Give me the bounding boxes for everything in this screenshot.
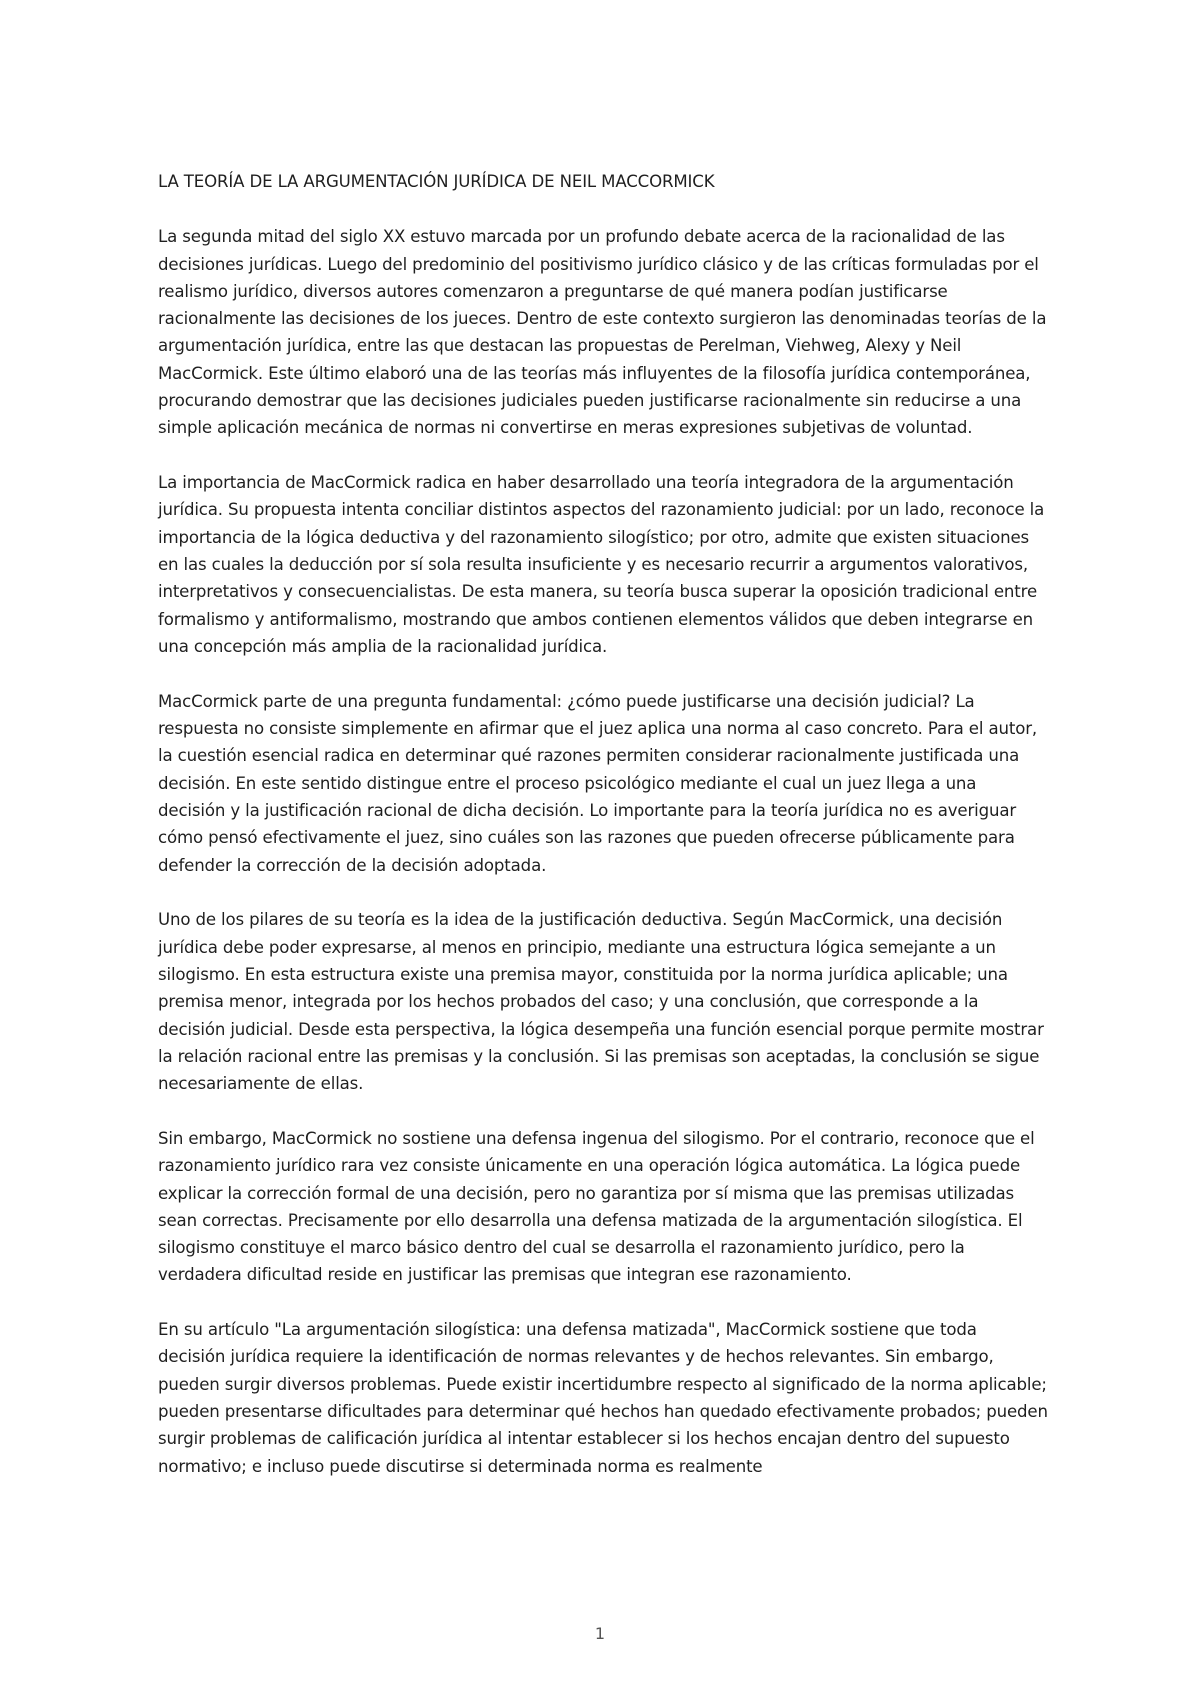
paragraph-1: La segunda mitad del siglo XX estuvo marcada por un profundo debate acerca de la racionalidad de las decisiones jurídicas. Luego del predominio del positivismo jurídico clásico y de las críticas formuladas por el realismo jurídico, diversos autores comenzaron a preguntarse de qué manera podían justificarse racionalmente las decisiones de los jueces. Dentro de este contexto surgieron las denominadas teorías de la argumentación jurídica, entre las que destacan las propuestas de Perelman, Viehweg, Alexy y Neil MacCormick. Este último elaboró una de las teorías más influyentes de la filosofía jurídica contemporánea, procurando demostrar que las decisiones judiciales pueden justificarse racionalmente sin reducirse a una simple aplicación mecánica de normas ni convertirse en meras expresiones subjetivas de voluntad.: [158, 227, 1047, 438]
paragraph-3: MacCormick parte de una pregunta fundamental: ¿cómo puede justificarse una decisión judicial? La respuesta no consiste simplemente en afirmar que el juez aplica una norma al caso concreto. Para el autor, la cuestión esencial radica en determinar qué razones permiten considerar racionalmente justificada una decisión. En este sentido distingue entre el proceso psicológico mediante el cual un juez llega a una decisión y la justificación racional de dicha decisión. Lo importante para la teoría jurídica no es averiguar cómo pensó efectivamente el juez, sino cuáles son las razones que pueden ofrecerse públicamente para defender la corrección de la decisión adoptada.: [158, 691, 1037, 875]
page-number: 1: [594, 1624, 606, 1643]
paragraph-4: Uno de los pilares de su teoría es la idea de la justificación deductiva. Según MacCormick, una decisión jurídica debe poder expresarse, al menos en principio, mediante una estructura lógica semejante a un silogismo. En esta estructura existe una premisa mayor, constituida por la norma jurídica aplicable; una premisa menor, integrada por los hechos probados del caso; y una conclusión, que corresponde a la decisión judicial. Desde esta perspectiva, la lógica desempeña una función esencial porque permite mostrar la relación racional entre las premisas y la conclusión. Si las premisas son aceptadas, la conclusión se sigue necesariamente de ellas.: [158, 910, 1044, 1094]
paragraph-5: Sin embargo, MacCormick no sostiene una defensa ingenua del silogismo. Por el contrario, reconoce que el razonamiento jurídico rara vez consiste únicamente en una operación lógica automática. La lógica puede explicar la corrección formal de una decisión, pero no garantiza por sí misma que las premisas utilizadas sean correctas. Precisamente por ello desarrolla una defensa matizada de la argumentación silogística. El silogismo constituye el marco básico dentro del cual se desarrolla el razonamiento jurídico, pero la verdadera dificultad reside en justificar las premisas que integran ese razonamiento.: [158, 1128, 1035, 1285]
document-body: [158, 168, 1048, 1507]
document-title: LA TEORÍA DE LA ARGUMENTACIÓN JURÍDICA DE NEIL MACCORMICK: [158, 172, 715, 191]
paragraph-6: En su artículo "La argumentación silogística: una defensa matizada", MacCormick sostiene que toda decisión jurídica requiere la identificación de normas relevantes y de hechos relevantes. Sin embargo, pueden surgir diversos problemas. Puede existir incertidumbre respecto al significado de la norma aplicable; pueden presentarse dificultades para determinar qué hechos han quedado efectivamente probados; pueden surgir problemas de calificación jurídica al intentar establecer si los hechos encajan dentro del supuesto normativo; e incluso puede discutirse si determinada norma es realmente: [158, 1320, 1048, 1476]
paragraph-2: La importancia de MacCormick radica en haber desarrollado una teoría integradora de la argumentación jurídica. Su propuesta intenta conciliar distintos aspectos del razonamiento judicial: por un lado, reconoce la importancia de la lógica deductiva y del razonamiento silogístico; por otro, admite que existen situaciones en las cuales la deducción por sí sola resulta insuficiente y es necesario recurrir a argumentos valorativos, interpretativos y consecuencialistas. De esta manera, su teoría busca superar la oposición tradicional entre formalismo y antiformalismo, mostrando que ambos contienen elementos válidos que deben integrarse en una concepción más amplia de la racionalidad jurídica.: [158, 473, 1045, 656]
